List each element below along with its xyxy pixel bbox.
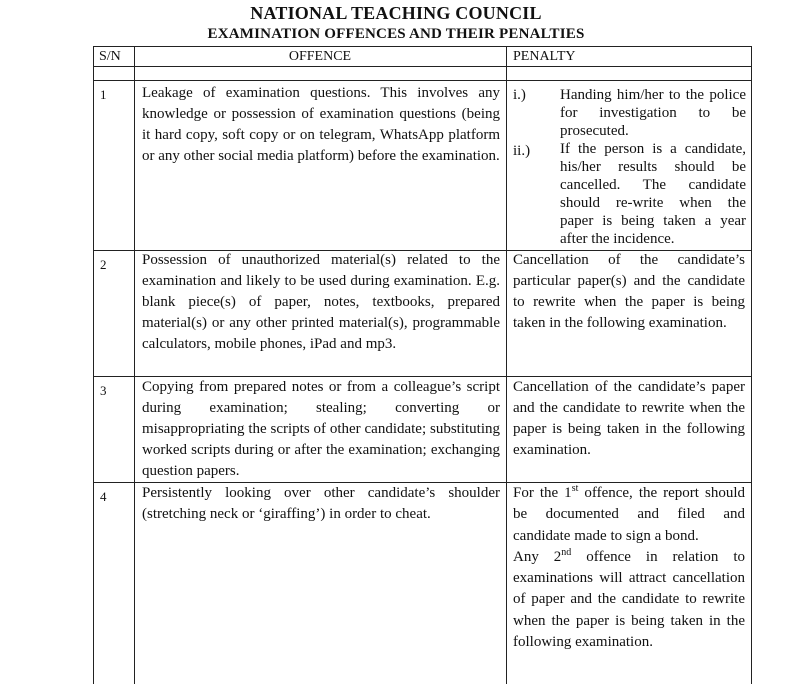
document-subtitle: EXAMINATION OFFENCES AND THEIR PENALTIES <box>207 26 585 42</box>
row-1-sn: 1 <box>100 87 107 102</box>
ordinal-nd: nd <box>561 546 572 558</box>
row-1-offence: Leakage of examination questions. This involves any knowledge or possession of examination questions (being it hard copy, soft copy or on telegram, WhatsApp platform or any other social media platform) before the examination. <box>142 85 500 164</box>
row-1-penalty-list <box>513 86 748 248</box>
row-4-sn: 4 <box>100 489 107 504</box>
table-border-left <box>93 46 94 684</box>
row-2-offence: Possession of unauthorized material(s) related to the examination and likely to be used during examination. E.g. blank piece(s) of paper, notes, textbooks, prepared material(s) or any other printed material(s), programmable calculators, mobile phones, iPad and mp3. <box>142 252 500 352</box>
row-2-penalty: Cancellation of the candidate’s particular paper(s) and the candidate to rewrite when the paper is being taken in the following examination. <box>513 252 745 331</box>
penalty-item-2-text: If the person is a candidate, his/her results should be cancelled. The candidate should re-write when the paper is being taken a year after the incidence. <box>560 141 746 247</box>
col-divider-sn <box>134 46 135 684</box>
row-3-penalty: Cancellation of the candidate’s paper and the candidate to rewrite when the paper is being taken in the following examination. <box>513 379 745 458</box>
penalty-second-offence-pre: Any 2 <box>513 548 562 565</box>
row-4-offence: Persistently looking over other candidate’s shoulder (stretching neck or ‘giraffing’) in order to cheat. <box>142 485 500 522</box>
header-offence: OFFENCE <box>288 49 352 64</box>
table-border-right <box>751 46 752 684</box>
penalty-second-offence-post: offence in relation to examinations will attract cancellation of paper and the candidate to rewrite when the paper is being taken in the following examination. <box>513 548 745 651</box>
row-3-sn: 3 <box>100 383 107 398</box>
penalty-item-2-number: ii.) <box>513 143 531 159</box>
col-divider-offence <box>506 46 507 684</box>
penalty-item-1-text: Handing him/her to the police for investigation to be prosecuted. <box>560 87 746 139</box>
row-2-sn: 2 <box>100 257 107 272</box>
header-double-rule <box>93 80 751 81</box>
penalty-first-offence-post: offence, the report should be documented and filed and candidate made to sign a bond. <box>513 485 745 544</box>
header-divider <box>93 66 751 67</box>
header-penalty: PENALTY <box>513 49 576 64</box>
ordinal-st: st <box>571 483 579 494</box>
row-4-penalty <box>513 483 745 653</box>
row-3-offence: Copying from prepared notes or from a colleague’s script during examination; stealing; converting or misappropriating the scripts of other candidate; substituting worked scripts during or after the examination; exchanging question papers. <box>142 379 500 479</box>
penalty-first-offence-pre: For the 1 <box>513 485 572 501</box>
penalty-item-1-number: i.) <box>513 87 526 103</box>
table-border-top <box>93 46 751 47</box>
document-title: NATIONAL TEACHING COUNCIL <box>250 3 542 23</box>
header-sn: S/N <box>99 49 121 64</box>
